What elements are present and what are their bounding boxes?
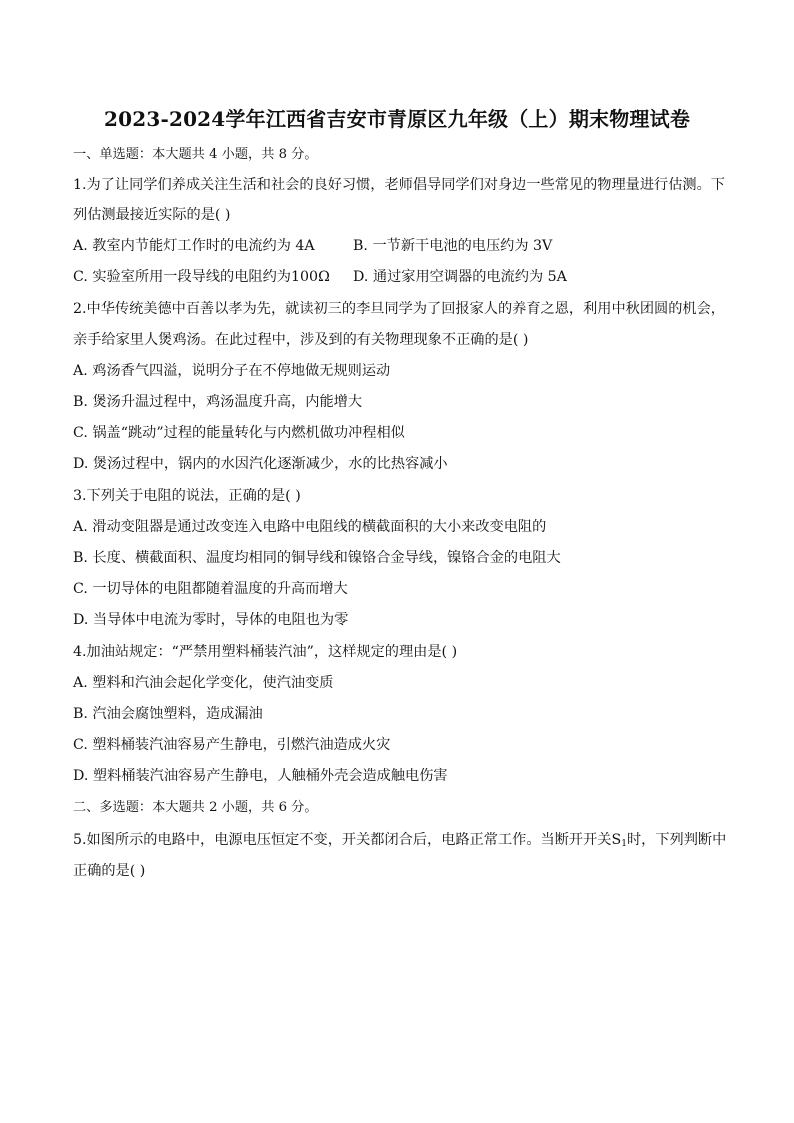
question-5-stem-text-a: 5.如图所示的电路中，电源电压恒定不变，开关都闭合后，电路正常工作。当断开开关S [73, 832, 622, 848]
question-2-stem-line-1: 2.中华传统美德中百善以孝为先，就读初三的李旦同学为了回报家人的养育之恩，利用中秋团圆的机会， [73, 301, 725, 317]
exam-title: 2023-2024学年江西省吉安市青原区九年级（上）期末物理试卷 [103, 107, 691, 131]
question-1-option-a: A. 教室内节能灯工作时的电流约为 4A [73, 238, 315, 254]
question-2-option-a: A. 鸡汤香气四溢，说明分子在不停地做无规则运动 [73, 363, 391, 379]
question-5-stem-text-b: 时，下列判断中 [626, 832, 727, 848]
question-4-option-a: A. 塑料和汽油会起化学变化，使汽油变质 [73, 675, 334, 691]
question-3-option-c: C. 一切导体的电阻都随着温度的升高而增大 [73, 581, 348, 597]
question-5-stem-line-2: 正确的是( ) [73, 863, 146, 879]
question-4-option-b: B. 汽油会腐蚀塑料，造成漏油 [73, 706, 263, 722]
question-3-option-b: B. 长度、横截面积、温度均相同的铜导线和镍铬合金导线，镍铬合金的电阻大 [73, 550, 561, 566]
question-3-option-d: D. 当导体中电流为零时，导体的电阻也为零 [73, 612, 349, 628]
question-2-option-c: C. 锅盖“跳动”过程的能量转化与内燃机做功冲程相似 [73, 425, 405, 441]
section-heading-single-choice: 一、单选题：本大题共 4 小题，共 8 分。 [73, 147, 318, 162]
question-2-option-d: D. 煲汤过程中，锅内的水因汽化逐渐减少，水的比热容减小 [73, 456, 448, 472]
question-1-stem-line-2: 列估测最接近实际的是( ) [73, 207, 231, 223]
question-5-stem-line-1 [73, 830, 726, 854]
question-4-option-d: D. 塑料桶装汽油容易产生静电，人触桶外壳会造成触电伤害 [73, 768, 448, 784]
question-4-stem: 4.加油站规定：“严禁用塑料桶装汽油”，这样规定的理由是( ) [73, 644, 458, 660]
question-1-option-c: C. 实验室所用一段导线的电阻约为100Ω [73, 269, 330, 285]
question-3-stem: 3.下列关于电阻的说法，正确的是( ) [73, 488, 301, 504]
question-1-option-b: B. 一节新干电池的电压约为 3V [353, 238, 553, 254]
question-1-stem-line-1: 1.为了让同学们养成关注生活和社会的良好习惯，老师倡导同学们对身边一些常见的物理量进行估测。下 [73, 177, 725, 193]
question-1-option-d: D. 通过家用空调器的电流约为 5A [353, 269, 567, 285]
question-2-stem-line-2: 亲手给家里人煲鸡汤。在此过程中，涉及到的有关物理现象不正确的是( ) [73, 332, 529, 348]
section-heading-multiple-choice: 二、多选题：本大题共 2 小题，共 6 分。 [73, 800, 318, 815]
question-5-switch-subscript: 1 [621, 839, 627, 849]
question-3-option-a: A. 滑动变阻器是通过改变连入电路中电阻线的横截面积的大小来改变电阻的 [73, 519, 547, 535]
question-2-option-b: B. 煲汤升温过程中，鸡汤温度升高，内能增大 [73, 394, 363, 410]
question-4-option-c: C. 塑料桶装汽油容易产生静电，引燃汽油造成火灾 [73, 737, 391, 753]
